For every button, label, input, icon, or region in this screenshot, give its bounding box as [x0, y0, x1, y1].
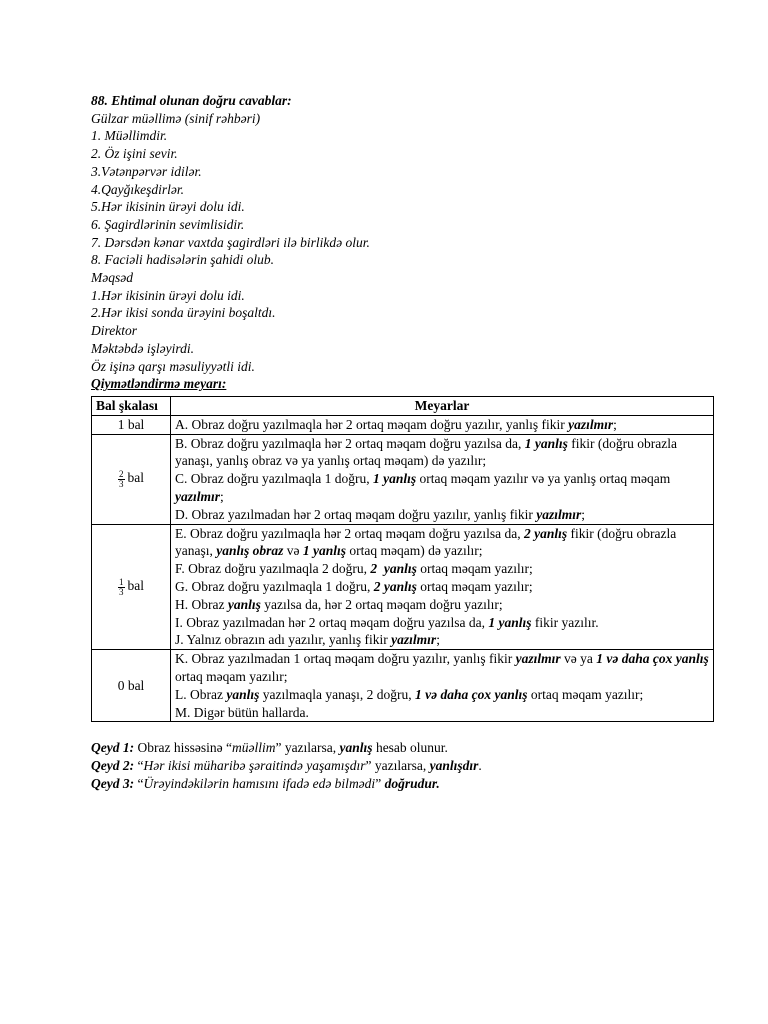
answer-line: 1. Müəllimdir.: [91, 128, 168, 144]
criterion-a: [175, 416, 709, 434]
criterion-e: [175, 525, 709, 561]
criterion-emphasis: 1 və daha çox yanlış: [596, 651, 709, 667]
note-text: Obraz hissəsinə “: [134, 740, 232, 755]
criterion-text: yazılmaqla yanaşı, 2 doğru,: [259, 686, 415, 702]
answer-line: 5.Hər ikisinin ürəyi dolu idi.: [91, 199, 245, 215]
note-text: ” yazılarsa,: [275, 740, 340, 755]
answer-line: 4.Qayğıkeşdirlər.: [91, 181, 184, 197]
answer-line: 1.Hər ikisinin ürəyi dolu idi.: [91, 287, 245, 303]
fraction-denominator: 3: [119, 478, 124, 489]
answer-line: 7. Dərsdən kənar vaxtda şagirdləri ilə birlikdə olur.: [91, 234, 370, 250]
criterion-l: [175, 686, 709, 704]
note-quote: Hər ikisi müharibə şəraitində yaşamışdır: [143, 758, 366, 773]
table-row: [92, 650, 714, 722]
criterion-text: fikir (doğru obrazla yanaşı,: [175, 525, 677, 559]
criterion-text: ;: [436, 632, 440, 648]
criterion-m: M. Digər bütün hallarda.: [175, 704, 309, 720]
answer-line: 2.Hər ikisi sonda ürəyini boşaltdı.: [91, 305, 276, 321]
answer-line: Direktor: [91, 323, 137, 339]
table-row: [92, 415, 714, 434]
criterion-emphasis: 1 və daha çox yanlış: [414, 686, 528, 702]
criterion-emphasis: yazılmır: [391, 632, 437, 648]
criterion-text: I. Obraz yazılmadan hər 2 ortaq məqam doğru yazılsa da,: [175, 614, 489, 630]
criterion-emphasis: 1 yanlış: [524, 435, 568, 451]
criterion-text: ortaq məqam) də yazılır;: [346, 543, 483, 559]
note-label: Qeyd 2:: [91, 758, 135, 773]
note-3: [91, 775, 731, 793]
answer-line: Məqsəd: [91, 270, 133, 286]
criterion-text: ;: [613, 416, 617, 432]
criterion-emphasis: yanlış: [227, 596, 261, 612]
criteria-cell: [171, 415, 714, 434]
answer-line: 8. Faciəli hadisələrin şahidi olub.: [91, 252, 274, 268]
criterion-emphasis: 1 yanlış: [302, 543, 347, 559]
criterion-i: [175, 614, 709, 632]
score-cell: 1 bal: [92, 415, 171, 434]
fraction-denominator: 3: [119, 586, 124, 597]
criteria-title: Qiymətləndirmə meyarı:: [91, 376, 227, 392]
fraction-numerator: 2: [119, 468, 124, 479]
criterion-text: ;: [581, 506, 585, 522]
score-cell: 0 bal: [92, 650, 171, 722]
answers-section: [91, 92, 731, 393]
criterion-d: [175, 506, 709, 524]
note-text: “: [134, 758, 144, 773]
criterion-text: və: [283, 543, 303, 559]
criterion-text: ortaq məqam yazılır;: [175, 668, 288, 684]
fraction-two-thirds: [118, 470, 125, 489]
criterion-emphasis: 2 yanlış: [373, 578, 417, 594]
criterion-h: [175, 596, 709, 614]
note-quote: müəllim: [231, 740, 276, 755]
note-1: [91, 739, 731, 757]
table-header-row: [92, 397, 714, 416]
note-label: Qeyd 3:: [91, 776, 135, 791]
answer-line: Məktəbdə işləyirdi.: [91, 340, 194, 356]
criterion-emphasis: yanlış obraz: [216, 543, 284, 559]
criterion-text: G. Obraz doğru yazılmaqla 1 doğru,: [175, 578, 374, 594]
criterion-c: [175, 470, 709, 506]
answer-line: Gülzar müəllimə (sinif rəhbəri): [91, 110, 261, 126]
criterion-text: və ya: [560, 651, 597, 667]
column-header-score: Bal şkalası: [92, 397, 171, 416]
criteria-cell: [171, 434, 714, 524]
note-text: hesab olunur.: [372, 740, 448, 755]
score-unit: bal: [127, 470, 144, 486]
criterion-emphasis: 2 yanlış: [524, 525, 568, 541]
score-cell: [92, 434, 171, 524]
criterion-text: fikir (doğru obrazla yanaşı, yanlış obraz və ya yanlış ortaq məqam) də yazılır;: [175, 435, 677, 469]
table-row: [92, 434, 714, 524]
answer-line: 6. Şagirdlərinin sevimlisidir.: [91, 216, 245, 232]
criterion-text: ortaq məqam yazılır və ya yanlış ortaq məqam: [416, 471, 671, 487]
criterion-text: ;: [220, 488, 224, 504]
criterion-b: [175, 435, 709, 471]
criterion-text: yazılsa da, hər 2 ortaq məqam doğru yazılır;: [260, 596, 503, 612]
section-heading: 88. Ehtimal olunan doğru cavablar:: [91, 93, 292, 108]
score-cell: [92, 524, 171, 650]
criteria-cell: [171, 650, 714, 722]
criterion-text: D. Obraz yazılmadan hər 2 ortaq məqam doğru yazılır, yanlış fikir: [175, 506, 537, 522]
column-header-criteria: Meyarlar: [171, 397, 714, 416]
criterion-f: [175, 560, 709, 578]
criterion-text: ortaq məqam yazılır;: [416, 561, 533, 577]
note-text: ”: [375, 776, 385, 791]
note-text: .: [478, 758, 482, 773]
criteria-cell: [171, 524, 714, 650]
criterion-text: fikir yazılır.: [531, 614, 599, 630]
criterion-g: [175, 578, 709, 596]
criterion-j: [175, 631, 709, 649]
table-row: [92, 524, 714, 650]
criterion-emphasis: yazılmır: [568, 416, 614, 432]
answer-line: 2. Öz işini sevir.: [91, 146, 178, 162]
note-text: ” yazılarsa,: [365, 758, 430, 773]
criterion-text: H. Obraz: [175, 596, 228, 612]
note-verdict: doğrudur.: [384, 776, 440, 791]
fraction-numerator: 1: [119, 576, 124, 587]
criterion-text: F. Obraz doğru yazılmaqla 2 doğru,: [175, 561, 371, 577]
note-quote: Ürəyindəkilərin hamısını ifadə edə bilmədi: [143, 776, 376, 791]
criterion-text: ortaq məqam yazılır;: [416, 578, 533, 594]
criterion-emphasis: 2 yanlış: [370, 561, 417, 577]
criterion-text: C. Obraz doğru yazılmaqla 1 doğru,: [175, 471, 373, 487]
note-verdict: yanlış: [339, 740, 373, 755]
criterion-text: A. Obraz doğru yazılmaqla hər 2 ortaq məqam doğru yazılır, yanlış fikir: [175, 416, 569, 432]
criterion-text: B. Obraz doğru yazılmaqla hər 2 ortaq məqam doğru yazılsa da,: [175, 435, 525, 451]
criterion-text: J. Yalnız obrazın adı yazılır, yanlış fikir: [175, 632, 392, 648]
note-2: [91, 757, 731, 775]
criteria-table: [91, 396, 714, 722]
note-verdict: yanlışdır: [429, 758, 479, 773]
note-label: Qeyd 1:: [91, 740, 135, 755]
criterion-text: E. Obraz doğru yazılmaqla hər 2 ortaq məqam doğru yazılsa da,: [175, 525, 524, 541]
answer-line: Öz işinə qarşı məsuliyyətli idi.: [91, 358, 255, 374]
criterion-emphasis: yazılmır: [515, 651, 561, 667]
criterion-k: [175, 650, 709, 686]
criterion-text: L. Obraz: [175, 686, 227, 702]
note-text: “: [134, 776, 144, 791]
criterion-emphasis: yazılmır: [536, 506, 582, 522]
score-unit: bal: [127, 578, 144, 594]
fraction-one-third: [118, 578, 125, 597]
criterion-text: K. Obraz yazılmadan 1 ortaq məqam doğru yazılır, yanlış fikir: [175, 651, 516, 667]
notes-section: [91, 739, 731, 793]
criterion-text: ortaq məqam yazılır;: [527, 686, 644, 702]
answer-line: 3.Vətənpərvər idilər.: [91, 163, 202, 179]
criterion-emphasis: 1 yanlış: [372, 471, 417, 487]
criterion-emphasis: yanlış: [226, 686, 260, 702]
criterion-emphasis: yazılmır: [175, 488, 221, 504]
criterion-emphasis: 1 yanlış: [488, 614, 532, 630]
